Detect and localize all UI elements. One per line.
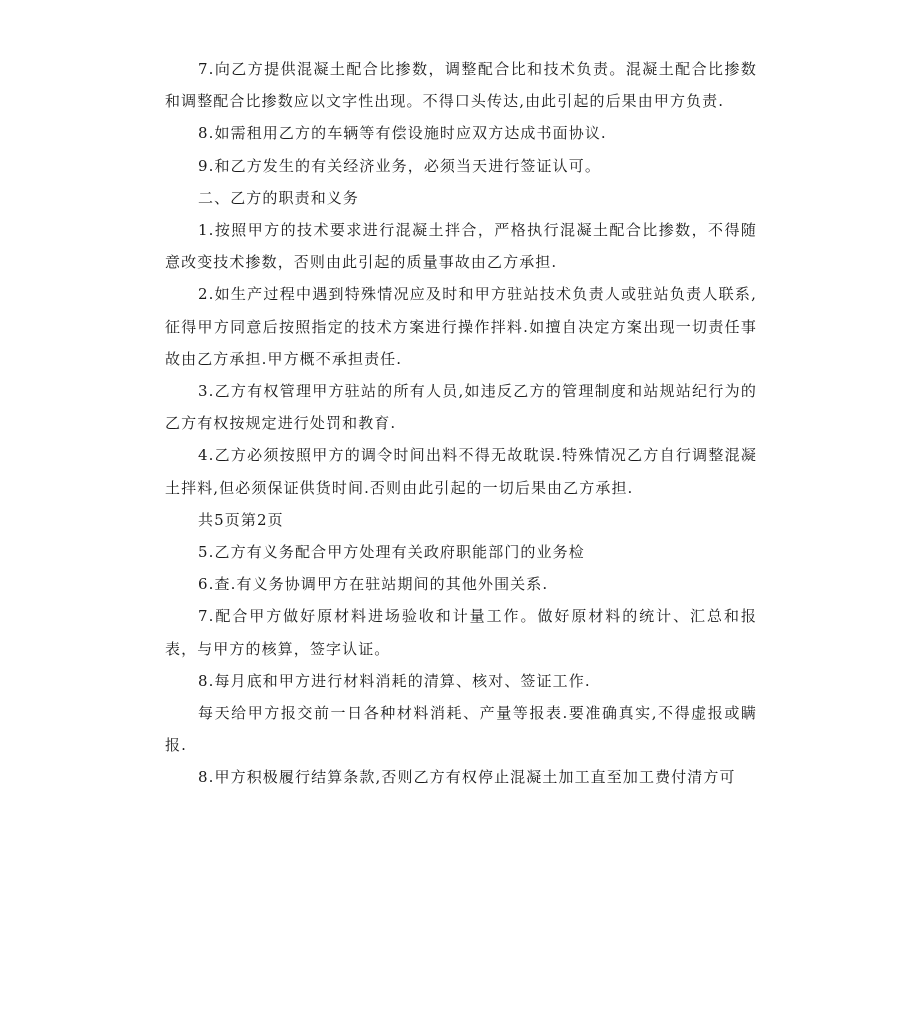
paragraph-b-clause-1-mixing: 1.按照甲方的技术要求进行混凝土拌合，严格执行混凝土配合比掺数，不得随意改变技术掺数，否则由此引起的质量事故由乙方承担. [165, 221, 757, 272]
paragraph-daily-report: 每天给甲方报交前一日各种材料消耗、产量等报表.要准确真实,不得虚报或瞒报. [165, 704, 757, 755]
paragraph-clause-9-business-signoff: 9.和乙方发生的有关经济业务，必须当天进行签证认可。 [198, 156, 601, 175]
paragraph-b-clause-7-materials: 7.配合甲方做好原材料进场验收和计量工作。做好原材料的统计、汇总和报表，与甲方的核算，签字认证。 [165, 607, 757, 658]
paragraph-b-clause-8-monthly-settlement: 8.每月底和甲方进行材料消耗的清算、核对、签证工作. [198, 671, 591, 690]
paragraph-b-clause-5-cooperation: 5.乙方有义务配合甲方处理有关政府职能部门的业务检 [198, 543, 585, 562]
paragraph-b-clause-3-management: 3.乙方有权管理甲方驻站的所有人员,如违反乙方的管理制度和站规站纪行为的乙方有权按规定进行处罚和教育. [165, 382, 757, 433]
section-heading-party-b-duties: 二、乙方的职责和义务 [198, 188, 360, 207]
paragraph-b-clause-4-dispatch: 4.乙方必须按照甲方的调令时间出料不得无故耽误.特殊情况乙方自行调整混凝土拌料,但必须保证供货时间.否则由此引起的一切后果由乙方承担. [165, 446, 757, 497]
paragraph-b-clause-2-special-cases: 2.如生产过程中遇到特殊情况应及时和甲方驻站技术负责人或驻站负责人联系,征得甲方同意后按照指定的技术方案进行操作拌料.如擅自决定方案出现一切责任事故由乙方承担.甲方概不承担责任. [165, 285, 757, 368]
document-body [165, 53, 757, 794]
page-number-label: 共5页第2页 [198, 510, 284, 529]
paragraph-clause-8-vehicle-rental: 8.如需租用乙方的车辆等有偿设施时应双方达成书面协议. [198, 124, 607, 143]
paragraph-clause-7-mix-ratio: 7.向乙方提供混凝土配合比掺数，调整配合比和技术负责。混凝土配合比掺数和调整配合比掺数应以文字性出现。不得口头传达,由此引起的后果由甲方负责. [165, 60, 757, 111]
paragraph-settlement-terms: 8.甲方积极履行结算条款,否则乙方有权停止混凝土加工直至加工费付清方可 [198, 768, 736, 787]
paragraph-b-clause-6-coordination: 6.查.有义务协调甲方在驻站期间的其他外围关系. [198, 575, 549, 594]
